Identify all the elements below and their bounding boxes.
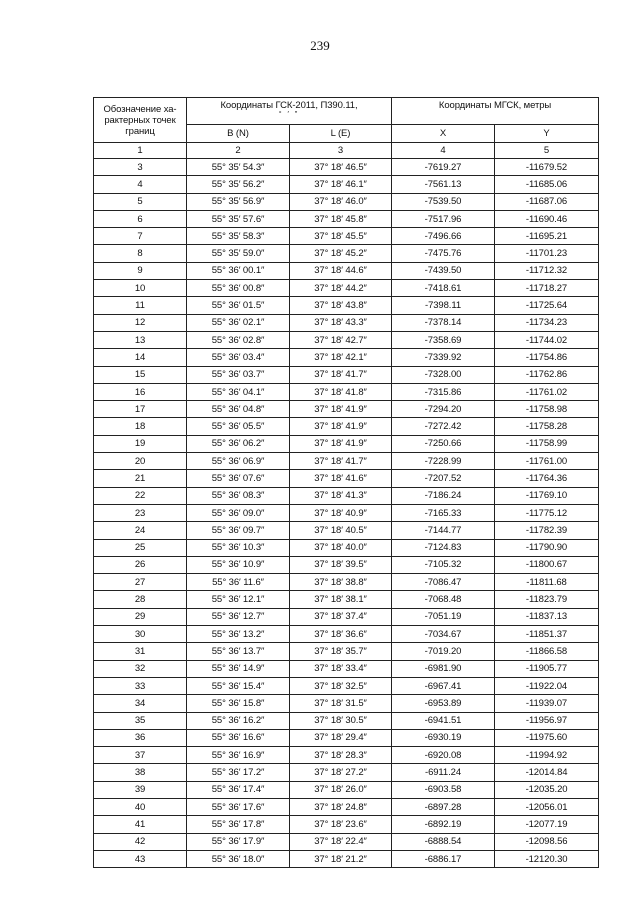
x-coordinate-cell: -6981.90 <box>392 660 495 677</box>
table-row <box>94 314 599 331</box>
column-number: 4 <box>392 143 495 159</box>
longitude-cell: 37° 18′ 44.2″ <box>290 280 392 297</box>
latitude-cell: 55° 36′ 04.1″ <box>187 383 290 400</box>
point-id-cell: 11 <box>94 297 187 314</box>
longitude-cell: 37° 18′ 41.7″ <box>290 366 392 383</box>
point-id-cell: 28 <box>94 591 187 608</box>
x-coordinate-cell: -7144.77 <box>392 522 495 539</box>
header-gsk-group <box>187 98 392 125</box>
table-row <box>94 522 599 539</box>
y-coordinate-cell: -11758.99 <box>495 435 599 452</box>
header-designation: Обозначение ха-рактерных точек границ <box>94 98 187 143</box>
x-coordinate-cell: -6920.08 <box>392 747 495 764</box>
latitude-cell: 55° 35′ 57.6″ <box>187 210 290 227</box>
table-row <box>94 781 599 798</box>
y-coordinate-cell: -11800.67 <box>495 556 599 573</box>
longitude-cell: 37° 18′ 26.0″ <box>290 781 392 798</box>
latitude-cell: 55° 36′ 04.8″ <box>187 401 290 418</box>
x-coordinate-cell: -7315.86 <box>392 383 495 400</box>
latitude-cell: 55° 36′ 03.7″ <box>187 366 290 383</box>
table-row <box>94 677 599 694</box>
x-coordinate-cell: -6967.41 <box>392 677 495 694</box>
point-id-cell: 18 <box>94 418 187 435</box>
x-coordinate-cell: -7339.92 <box>392 349 495 366</box>
latitude-cell: 55° 35′ 56.2″ <box>187 176 290 193</box>
x-coordinate-cell: -7086.47 <box>392 574 495 591</box>
y-coordinate-cell: -12098.56 <box>495 833 599 850</box>
table-row <box>94 366 599 383</box>
longitude-cell: 37° 18′ 41.9″ <box>290 418 392 435</box>
point-id-cell: 39 <box>94 781 187 798</box>
table-row <box>94 643 599 660</box>
longitude-cell: 37° 18′ 23.6″ <box>290 816 392 833</box>
header-col-l: L (E) <box>290 125 392 143</box>
table-row <box>94 470 599 487</box>
point-id-cell: 22 <box>94 487 187 504</box>
longitude-cell: 37° 18′ 31.5″ <box>290 695 392 712</box>
x-coordinate-cell: -7378.14 <box>392 314 495 331</box>
latitude-cell: 55° 36′ 13.2″ <box>187 626 290 643</box>
point-id-cell: 8 <box>94 245 187 262</box>
point-id-cell: 21 <box>94 470 187 487</box>
x-coordinate-cell: -7358.69 <box>392 331 495 348</box>
point-id-cell: 9 <box>94 262 187 279</box>
point-id-cell: 26 <box>94 556 187 573</box>
latitude-cell: 55° 36′ 11.6″ <box>187 574 290 591</box>
y-coordinate-cell: -11782.39 <box>495 522 599 539</box>
longitude-cell: 37° 18′ 22.4″ <box>290 833 392 850</box>
header-col-b: B (N) <box>187 125 290 143</box>
y-coordinate-cell: -11685.06 <box>495 176 599 193</box>
latitude-cell: 55° 36′ 00.8″ <box>187 280 290 297</box>
page-number: 239 <box>310 38 330 53</box>
x-coordinate-cell: -7398.11 <box>392 297 495 314</box>
y-coordinate-cell: -11811.68 <box>495 574 599 591</box>
table-row <box>94 626 599 643</box>
latitude-cell: 55° 36′ 02.8″ <box>187 331 290 348</box>
latitude-cell: 55° 36′ 17.8″ <box>187 816 290 833</box>
latitude-cell: 55° 36′ 13.7″ <box>187 643 290 660</box>
x-coordinate-cell: -7124.83 <box>392 539 495 556</box>
coordinates-table <box>93 97 599 868</box>
y-coordinate-cell: -11744.02 <box>495 331 599 348</box>
point-id-cell: 42 <box>94 833 187 850</box>
latitude-cell: 55° 36′ 02.1″ <box>187 314 290 331</box>
y-coordinate-cell: -11769.10 <box>495 487 599 504</box>
table-row <box>94 159 599 176</box>
y-coordinate-cell: -11790.90 <box>495 539 599 556</box>
latitude-cell: 55° 36′ 17.4″ <box>187 781 290 798</box>
x-coordinate-cell: -7165.33 <box>392 504 495 521</box>
point-id-cell: 4 <box>94 176 187 193</box>
point-id-cell: 17 <box>94 401 187 418</box>
x-coordinate-cell: -7250.66 <box>392 435 495 452</box>
x-coordinate-cell: -6941.51 <box>392 712 495 729</box>
point-id-cell: 40 <box>94 798 187 815</box>
longitude-cell: 37° 18′ 41.8″ <box>290 383 392 400</box>
table-row <box>94 816 599 833</box>
longitude-cell: 37° 18′ 41.9″ <box>290 435 392 452</box>
table-row <box>94 401 599 418</box>
longitude-cell: 37° 18′ 39.5″ <box>290 556 392 573</box>
latitude-cell: 55° 36′ 15.4″ <box>187 677 290 694</box>
latitude-cell: 55° 36′ 06.2″ <box>187 435 290 452</box>
latitude-cell: 55° 36′ 10.3″ <box>187 539 290 556</box>
table-row <box>94 695 599 712</box>
longitude-cell: 37° 18′ 45.5″ <box>290 228 392 245</box>
point-id-cell: 31 <box>94 643 187 660</box>
table-row <box>94 193 599 210</box>
latitude-cell: 55° 36′ 03.4″ <box>187 349 290 366</box>
longitude-cell: 37° 18′ 46.5″ <box>290 159 392 176</box>
latitude-cell: 55° 36′ 08.3″ <box>187 487 290 504</box>
column-number: 1 <box>94 143 187 159</box>
latitude-cell: 55° 36′ 01.5″ <box>187 297 290 314</box>
point-id-cell: 32 <box>94 660 187 677</box>
latitude-cell: 55° 36′ 17.6″ <box>187 798 290 815</box>
header-mgsk-group: Координаты МГСК, метры <box>392 98 599 125</box>
table-row <box>94 228 599 245</box>
longitude-cell: 37° 18′ 40.9″ <box>290 504 392 521</box>
longitude-cell: 37° 18′ 29.4″ <box>290 729 392 746</box>
x-coordinate-cell: -7475.76 <box>392 245 495 262</box>
point-id-cell: 20 <box>94 453 187 470</box>
y-coordinate-cell: -11701.23 <box>495 245 599 262</box>
point-id-cell: 19 <box>94 435 187 452</box>
latitude-cell: 55° 36′ 17.9″ <box>187 833 290 850</box>
latitude-cell: 55° 36′ 16.2″ <box>187 712 290 729</box>
y-coordinate-cell: -11956.97 <box>495 712 599 729</box>
table-row <box>94 798 599 815</box>
y-coordinate-cell: -11725.64 <box>495 297 599 314</box>
y-coordinate-cell: -11679.52 <box>495 159 599 176</box>
y-coordinate-cell: -11866.58 <box>495 643 599 660</box>
y-coordinate-cell: -11939.07 <box>495 695 599 712</box>
longitude-cell: 37° 18′ 45.8″ <box>290 210 392 227</box>
latitude-cell: 55° 36′ 14.9″ <box>187 660 290 677</box>
x-coordinate-cell: -7294.20 <box>392 401 495 418</box>
latitude-cell: 55° 35′ 54.3″ <box>187 159 290 176</box>
table-row <box>94 176 599 193</box>
y-coordinate-cell: -12014.84 <box>495 764 599 781</box>
table-row <box>94 349 599 366</box>
x-coordinate-cell: -6903.58 <box>392 781 495 798</box>
longitude-cell: 37° 18′ 45.2″ <box>290 245 392 262</box>
longitude-cell: 37° 18′ 38.1″ <box>290 591 392 608</box>
longitude-cell: 37° 18′ 44.6″ <box>290 262 392 279</box>
x-coordinate-cell: -7539.50 <box>392 193 495 210</box>
y-coordinate-cell: -11718.27 <box>495 280 599 297</box>
table-row <box>94 608 599 625</box>
latitude-cell: 55° 36′ 12.1″ <box>187 591 290 608</box>
point-id-cell: 3 <box>94 159 187 176</box>
longitude-cell: 37° 18′ 28.3″ <box>290 747 392 764</box>
latitude-cell: 55° 36′ 16.9″ <box>187 747 290 764</box>
y-coordinate-cell: -12077.19 <box>495 816 599 833</box>
header-col-y: Y <box>495 125 599 143</box>
table-row <box>94 729 599 746</box>
point-id-cell: 5 <box>94 193 187 210</box>
point-id-cell: 37 <box>94 747 187 764</box>
x-coordinate-cell: -7496.66 <box>392 228 495 245</box>
table-row <box>94 210 599 227</box>
y-coordinate-cell: -11712.32 <box>495 262 599 279</box>
longitude-cell: 37° 18′ 38.8″ <box>290 574 392 591</box>
longitude-cell: 37° 18′ 35.7″ <box>290 643 392 660</box>
latitude-cell: 55° 36′ 17.2″ <box>187 764 290 781</box>
point-id-cell: 41 <box>94 816 187 833</box>
table-row <box>94 712 599 729</box>
y-coordinate-cell: -12056.01 <box>495 798 599 815</box>
longitude-cell: 37° 18′ 40.0″ <box>290 539 392 556</box>
point-id-cell: 15 <box>94 366 187 383</box>
column-number: 3 <box>290 143 392 159</box>
table-row <box>94 660 599 677</box>
point-id-cell: 13 <box>94 331 187 348</box>
longitude-cell: 37° 18′ 43.8″ <box>290 297 392 314</box>
table-body <box>94 159 599 868</box>
longitude-cell: 37° 18′ 42.1″ <box>290 349 392 366</box>
y-coordinate-cell: -11761.00 <box>495 453 599 470</box>
point-id-cell: 23 <box>94 504 187 521</box>
y-coordinate-cell: -11823.79 <box>495 591 599 608</box>
point-id-cell: 16 <box>94 383 187 400</box>
latitude-cell: 55° 36′ 05.5″ <box>187 418 290 435</box>
table-row <box>94 556 599 573</box>
y-coordinate-cell: -11687.06 <box>495 193 599 210</box>
point-id-cell: 12 <box>94 314 187 331</box>
latitude-cell: 55° 36′ 09.7″ <box>187 522 290 539</box>
x-coordinate-cell: -7439.50 <box>392 262 495 279</box>
longitude-cell: 37° 18′ 21.2″ <box>290 850 392 867</box>
latitude-cell: 55° 36′ 09.0″ <box>187 504 290 521</box>
header-gsk-units: ° ′ ″ <box>278 111 300 118</box>
table-row <box>94 850 599 867</box>
y-coordinate-cell: -11994.92 <box>495 747 599 764</box>
latitude-cell: 55° 36′ 00.1″ <box>187 262 290 279</box>
y-coordinate-cell: -11922.04 <box>495 677 599 694</box>
table-row <box>94 539 599 556</box>
x-coordinate-cell: -6897.28 <box>392 798 495 815</box>
x-coordinate-cell: -6886.17 <box>392 850 495 867</box>
table-row <box>94 833 599 850</box>
latitude-cell: 55° 36′ 06.9″ <box>187 453 290 470</box>
x-coordinate-cell: -7418.61 <box>392 280 495 297</box>
latitude-cell: 55° 35′ 58.3″ <box>187 228 290 245</box>
longitude-cell: 37° 18′ 41.9″ <box>290 401 392 418</box>
latitude-cell: 55° 36′ 18.0″ <box>187 850 290 867</box>
table-row <box>94 418 599 435</box>
longitude-cell: 37° 18′ 42.7″ <box>290 331 392 348</box>
x-coordinate-cell: -7207.52 <box>392 470 495 487</box>
x-coordinate-cell: -7517.96 <box>392 210 495 227</box>
header-gsk-title: Координаты ГСК-2011, П390.11, <box>220 100 358 111</box>
table-row <box>94 297 599 314</box>
y-coordinate-cell: -11764.36 <box>495 470 599 487</box>
y-coordinate-cell: -11905.77 <box>495 660 599 677</box>
y-coordinate-cell: -11837.13 <box>495 608 599 625</box>
point-id-cell: 29 <box>94 608 187 625</box>
latitude-cell: 55° 36′ 07.6″ <box>187 470 290 487</box>
longitude-cell: 37° 18′ 36.6″ <box>290 626 392 643</box>
column-number: 2 <box>187 143 290 159</box>
y-coordinate-cell: -11690.46 <box>495 210 599 227</box>
point-id-cell: 24 <box>94 522 187 539</box>
table-row <box>94 747 599 764</box>
x-coordinate-cell: -7019.20 <box>392 643 495 660</box>
x-coordinate-cell: -7228.99 <box>392 453 495 470</box>
x-coordinate-cell: -7619.27 <box>392 159 495 176</box>
table-row <box>94 453 599 470</box>
x-coordinate-cell: -7105.32 <box>392 556 495 573</box>
y-coordinate-cell: -11695.21 <box>495 228 599 245</box>
longitude-cell: 37° 18′ 40.5″ <box>290 522 392 539</box>
longitude-cell: 37° 18′ 27.2″ <box>290 764 392 781</box>
point-id-cell: 35 <box>94 712 187 729</box>
point-id-cell: 38 <box>94 764 187 781</box>
table-row <box>94 435 599 452</box>
x-coordinate-cell: -7272.42 <box>392 418 495 435</box>
x-coordinate-cell: -7328.00 <box>392 366 495 383</box>
y-coordinate-cell: -11775.12 <box>495 504 599 521</box>
latitude-cell: 55° 36′ 15.8″ <box>187 695 290 712</box>
point-id-cell: 36 <box>94 729 187 746</box>
header-col-x: X <box>392 125 495 143</box>
table-row <box>94 245 599 262</box>
x-coordinate-cell: -6911.24 <box>392 764 495 781</box>
point-id-cell: 6 <box>94 210 187 227</box>
x-coordinate-cell: -7051.19 <box>392 608 495 625</box>
longitude-cell: 37° 18′ 30.5″ <box>290 712 392 729</box>
longitude-cell: 37° 18′ 41.6″ <box>290 470 392 487</box>
table-row <box>94 487 599 504</box>
longitude-cell: 37° 18′ 32.5″ <box>290 677 392 694</box>
point-id-cell: 14 <box>94 349 187 366</box>
point-id-cell: 7 <box>94 228 187 245</box>
longitude-cell: 37° 18′ 24.8″ <box>290 798 392 815</box>
longitude-cell: 37° 18′ 46.0″ <box>290 193 392 210</box>
y-coordinate-cell: -11754.86 <box>495 349 599 366</box>
point-id-cell: 43 <box>94 850 187 867</box>
y-coordinate-cell: -11758.98 <box>495 401 599 418</box>
y-coordinate-cell: -11734.23 <box>495 314 599 331</box>
y-coordinate-cell: -11851.37 <box>495 626 599 643</box>
table-row <box>94 262 599 279</box>
y-coordinate-cell: -12035.20 <box>495 781 599 798</box>
latitude-cell: 55° 35′ 59.0″ <box>187 245 290 262</box>
longitude-cell: 37° 18′ 41.7″ <box>290 453 392 470</box>
point-id-cell: 25 <box>94 539 187 556</box>
y-coordinate-cell: -11758.28 <box>495 418 599 435</box>
y-coordinate-cell: -12120.30 <box>495 850 599 867</box>
longitude-cell: 37° 18′ 46.1″ <box>290 176 392 193</box>
column-number: 5 <box>495 143 599 159</box>
point-id-cell: 10 <box>94 280 187 297</box>
x-coordinate-cell: -6930.19 <box>392 729 495 746</box>
latitude-cell: 55° 36′ 16.6″ <box>187 729 290 746</box>
point-id-cell: 34 <box>94 695 187 712</box>
point-id-cell: 33 <box>94 677 187 694</box>
point-id-cell: 27 <box>94 574 187 591</box>
table-row <box>94 591 599 608</box>
x-coordinate-cell: -6953.89 <box>392 695 495 712</box>
y-coordinate-cell: -11762.86 <box>495 366 599 383</box>
y-coordinate-cell: -11761.02 <box>495 383 599 400</box>
x-coordinate-cell: -7186.24 <box>392 487 495 504</box>
table-row <box>94 331 599 348</box>
point-id-cell: 30 <box>94 626 187 643</box>
x-coordinate-cell: -7068.48 <box>392 591 495 608</box>
y-coordinate-cell: -11975.60 <box>495 729 599 746</box>
table-row <box>94 280 599 297</box>
latitude-cell: 55° 36′ 10.9″ <box>187 556 290 573</box>
longitude-cell: 37° 18′ 33.4″ <box>290 660 392 677</box>
table-row <box>94 383 599 400</box>
latitude-cell: 55° 36′ 12.7″ <box>187 608 290 625</box>
longitude-cell: 37° 18′ 43.3″ <box>290 314 392 331</box>
x-coordinate-cell: -7034.67 <box>392 626 495 643</box>
longitude-cell: 37° 18′ 37.4″ <box>290 608 392 625</box>
table-row <box>94 764 599 781</box>
x-coordinate-cell: -6892.19 <box>392 816 495 833</box>
table-row <box>94 574 599 591</box>
table-row <box>94 504 599 521</box>
longitude-cell: 37° 18′ 41.3″ <box>290 487 392 504</box>
latitude-cell: 55° 35′ 56.9″ <box>187 193 290 210</box>
x-coordinate-cell: -7561.13 <box>392 176 495 193</box>
x-coordinate-cell: -6888.54 <box>392 833 495 850</box>
